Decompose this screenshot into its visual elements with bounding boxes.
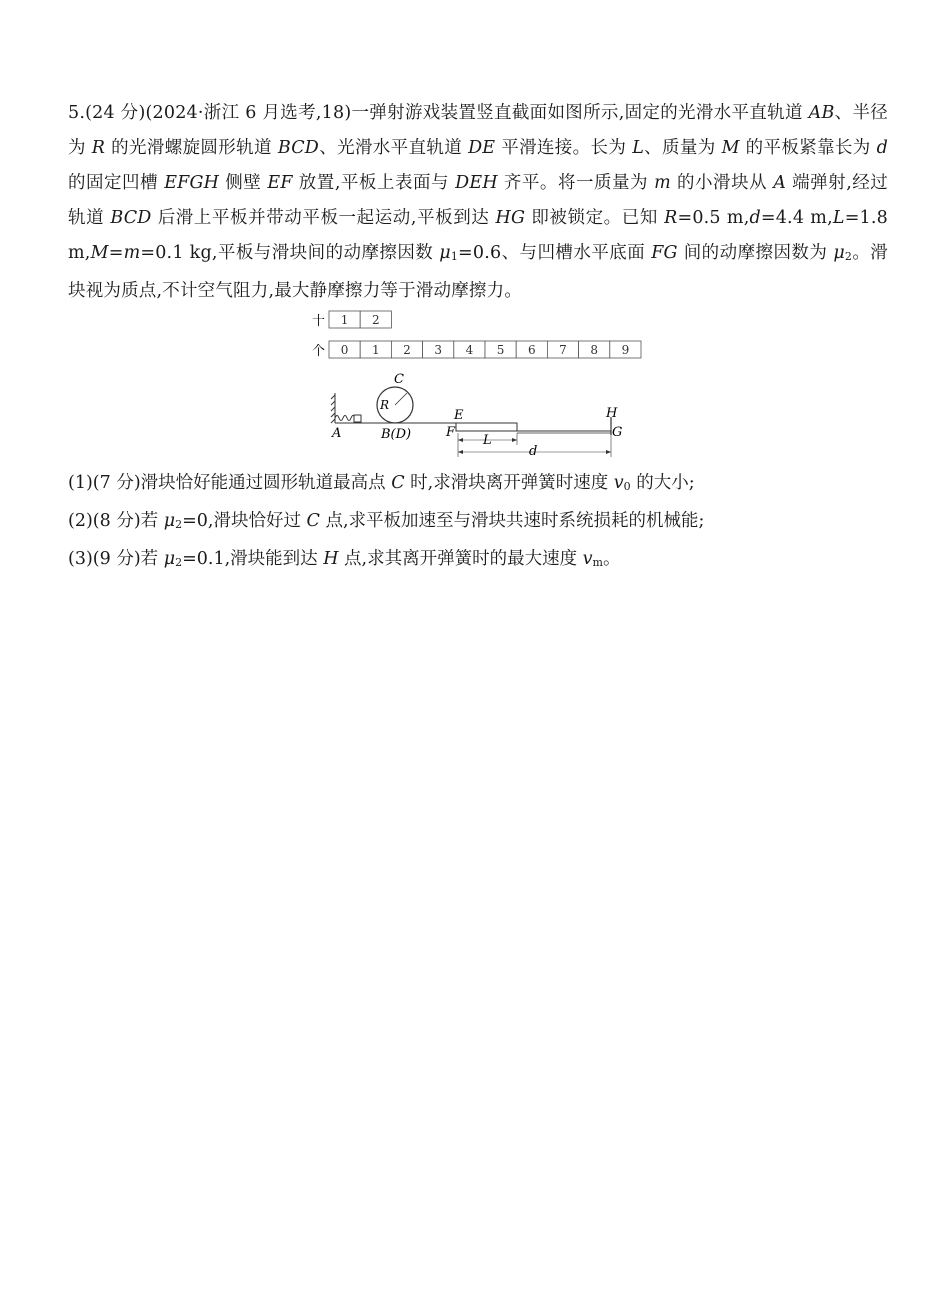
- q3-text: 。: [602, 549, 621, 569]
- var-EF: EF: [267, 173, 293, 193]
- q3-text: =0.1,滑块能到达: [182, 549, 324, 569]
- label-F: F: [446, 425, 456, 440]
- var-mu: μ: [833, 243, 845, 263]
- subscript: m: [592, 556, 603, 569]
- ones-scale-digit: 6: [527, 343, 536, 357]
- ones-scale-digit: 7: [559, 343, 567, 357]
- var-DEH: DEH: [455, 173, 498, 193]
- radius-line: [395, 393, 407, 405]
- var-A: A: [773, 173, 787, 193]
- tens-scale-digit: 2: [371, 313, 380, 327]
- var-L: L: [832, 208, 845, 228]
- dim-L-arrow-right: [512, 438, 517, 442]
- stem-text: =0.5 m,: [677, 208, 750, 228]
- dim-L-arrow-left: [458, 438, 463, 442]
- problem-stem: [68, 96, 888, 309]
- tens-scale-digit: 1: [340, 313, 349, 327]
- q2-text: =0,滑块恰好过: [182, 511, 307, 531]
- var-v: v: [613, 473, 624, 493]
- var-M: M: [721, 138, 740, 158]
- var-R: R: [91, 138, 106, 158]
- dim-d-arrow-left: [458, 450, 463, 454]
- label-BD: B(D): [381, 427, 412, 442]
- stem-text: 的固定凹槽: [68, 173, 165, 193]
- question-3: [68, 542, 888, 580]
- stem-text: 平滑连接。长为: [495, 138, 633, 158]
- apparatus-figure: [308, 305, 648, 465]
- var-mu: μ: [163, 511, 176, 531]
- fixed-wall: [331, 393, 335, 423]
- var-BCD: BCD: [110, 208, 152, 228]
- label-G: G: [612, 425, 623, 440]
- stem-text: 的平板紧靠长为: [739, 138, 877, 158]
- ones-scale-digit: 9: [621, 343, 630, 357]
- subscript: 0: [623, 480, 631, 493]
- ones-scale-digit: 4: [465, 343, 474, 357]
- stem-text: 、质量为: [644, 138, 722, 158]
- tens-scale: [329, 311, 391, 328]
- var-DE: DE: [468, 138, 496, 158]
- q3-text: 点,求其离开弹簧时的最大速度: [338, 549, 583, 569]
- var-M: M: [90, 243, 109, 263]
- subscript: 2: [175, 556, 183, 569]
- var-R: R: [664, 208, 678, 228]
- label-E: E: [454, 408, 464, 423]
- stem-text: =4.4 m,: [760, 208, 833, 228]
- ones-scale-digit: 5: [496, 343, 505, 357]
- stem-text: 的光滑螺旋圆形轨道: [105, 138, 278, 158]
- label-H: H: [606, 406, 618, 421]
- spring: [335, 416, 355, 421]
- ones-scale: [329, 341, 641, 358]
- ones-scale-digit: 0: [340, 343, 349, 357]
- stem-text: =: [108, 243, 124, 263]
- plank: [456, 423, 517, 431]
- stem-text: =0.1 kg,平板与滑块间的动摩擦因数: [140, 243, 440, 263]
- slider-block: [354, 415, 361, 422]
- tens-row-label: 十: [312, 314, 326, 329]
- var-EFGH: EFGH: [164, 173, 220, 193]
- subscript: 2: [175, 518, 183, 531]
- stem-text: 。滑块视为质点,不计空气阻力,最大静摩擦力等于滑动摩擦力。: [68, 243, 889, 301]
- questions: [68, 466, 888, 580]
- stem-text: 侧壁: [219, 173, 268, 193]
- q2-text: 点,求平板加速至与滑块共速时系统损耗的机械能;: [319, 511, 705, 531]
- var-m: m: [654, 173, 671, 193]
- stem-text: 齐平。将一质量为: [497, 173, 655, 193]
- question-2: [68, 504, 888, 542]
- q2-text: (2)(8 分)若: [68, 511, 164, 531]
- stem-text: 端弹射,经过轨道: [68, 173, 889, 228]
- ones-scale-digit: 8: [590, 343, 599, 357]
- label-C: C: [394, 372, 404, 387]
- label-L: L: [483, 433, 492, 448]
- var-AB: AB: [808, 103, 835, 123]
- var-m: m: [123, 243, 141, 263]
- stem-text: =0.6、与凹槽水平底面: [458, 243, 652, 263]
- ones-scale-digit: 1: [371, 343, 380, 357]
- q1-text: 的大小;: [630, 473, 695, 493]
- var-HG: HG: [495, 208, 526, 228]
- stem-text: 5.(24 分)(2024·浙江 6 月选考,18)一弹射游戏装置竖直截面如图所示,固定的光滑水平直轨道: [68, 103, 809, 123]
- var-C: C: [391, 473, 405, 493]
- ones-scale-digit: 3: [434, 343, 443, 357]
- q1-text: (1)(7 分)滑块恰好能通过圆形轨道最高点: [68, 473, 392, 493]
- var-d: d: [749, 208, 761, 228]
- stem-text: 的小滑块从: [670, 173, 774, 193]
- stem-text: 即被锁定。已知: [525, 208, 665, 228]
- var-BCD: BCD: [277, 138, 320, 158]
- label-A: A: [332, 426, 342, 441]
- subscript: 1: [450, 250, 459, 263]
- dim-d-arrow-right: [606, 450, 611, 454]
- ones-scale-digit: 2: [403, 343, 411, 357]
- var-d: d: [876, 138, 888, 158]
- var-mu: μ: [163, 549, 176, 569]
- stem-text: 、半径为: [68, 103, 888, 158]
- var-mu: μ: [439, 243, 451, 263]
- var-H: H: [323, 549, 339, 569]
- stem-text: 放置,平板上表面与: [292, 173, 456, 193]
- var-L: L: [632, 138, 645, 158]
- q1-text: 时,求滑块离开弹簧时速度: [404, 473, 614, 493]
- var-C: C: [306, 511, 320, 531]
- stem-text: 、光滑水平直轨道: [319, 138, 469, 158]
- var-v: v: [582, 549, 593, 569]
- label-R: R: [380, 398, 390, 412]
- stem-text: 后滑上平板并带动平板一起运动,平板到达: [151, 208, 496, 228]
- stem-text: =1.8 m,: [68, 208, 888, 263]
- ones-row-label: 个: [312, 344, 326, 359]
- label-d: d: [529, 444, 538, 459]
- subscript: 2: [844, 250, 853, 263]
- var-FG: FG: [651, 243, 678, 263]
- q3-text: (3)(9 分)若: [68, 549, 164, 569]
- question-1: [68, 466, 888, 504]
- stem-text: 间的动摩擦因数为: [677, 243, 834, 263]
